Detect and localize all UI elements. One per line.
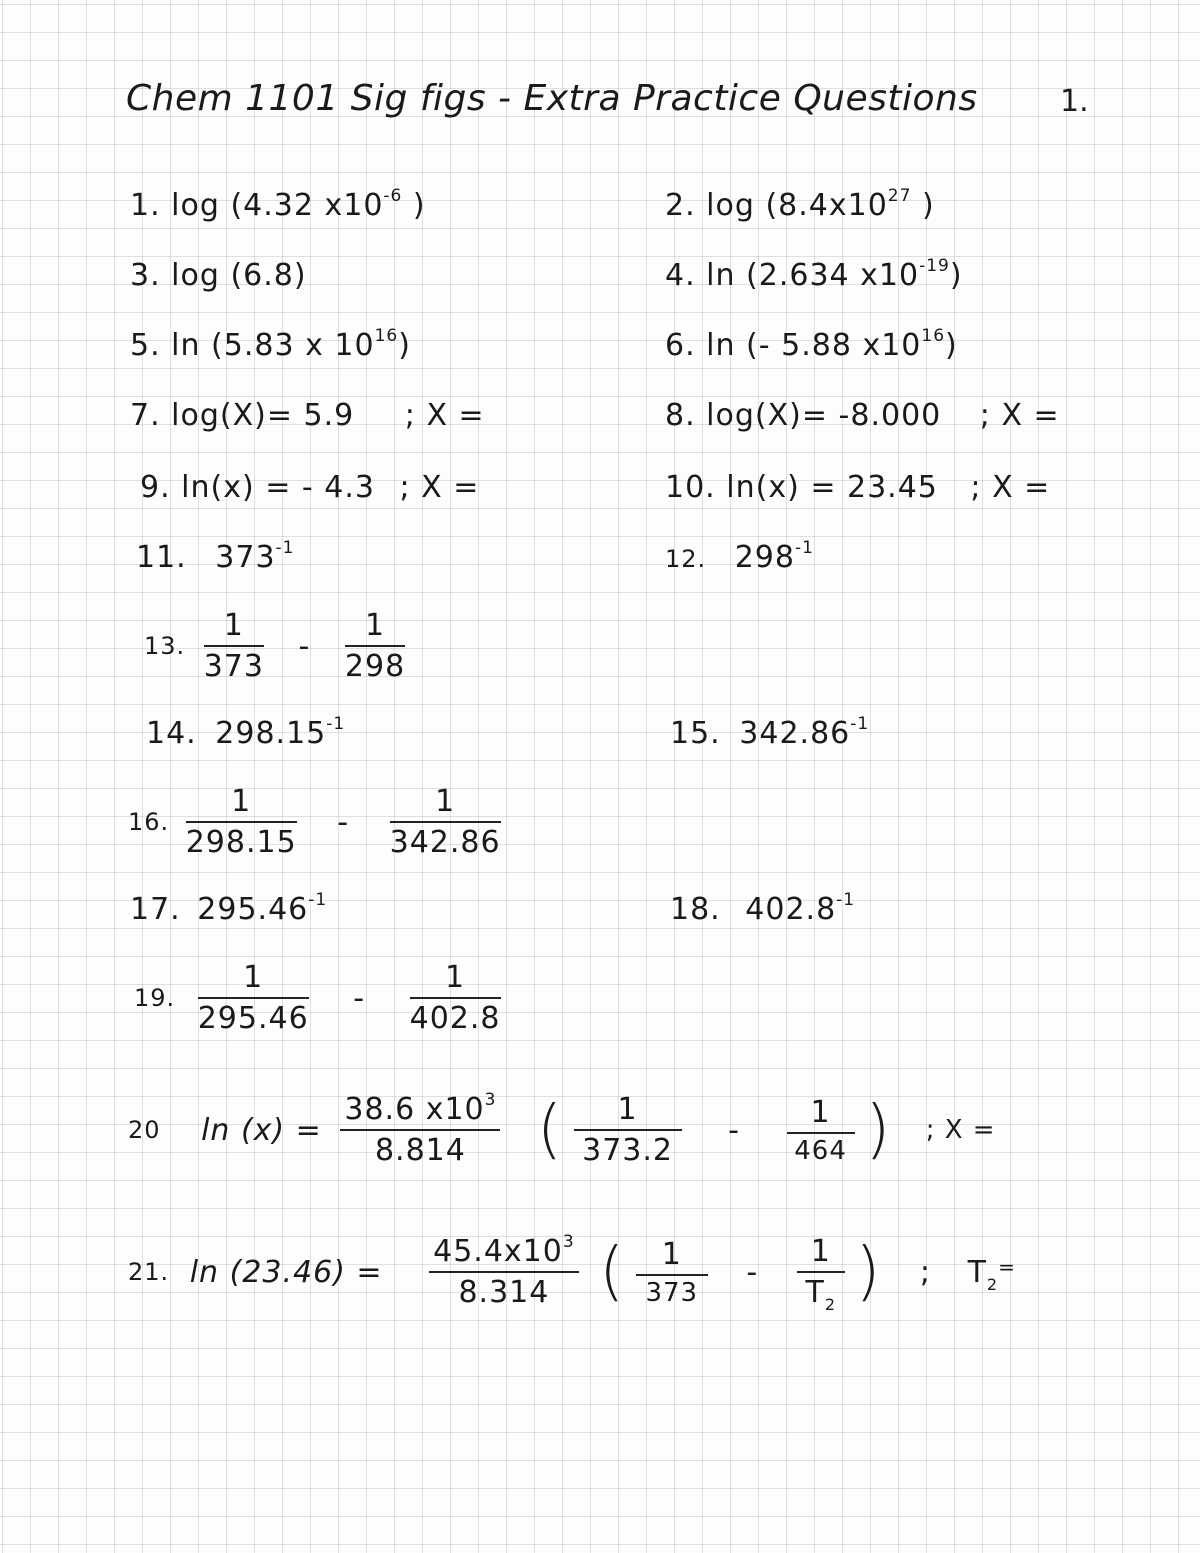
question-expression: log(X)= 5.9: [171, 398, 355, 433]
question-number: 20: [128, 1116, 161, 1144]
numerator: 1: [390, 784, 501, 823]
fraction: [204, 608, 264, 684]
question-number: 4.: [665, 258, 696, 293]
answer-prompt: ; X =: [404, 398, 485, 433]
question-expression: ln (5.83 x 10: [171, 328, 375, 363]
numerator-text: 45.4x10: [433, 1234, 563, 1269]
exponent: 3: [484, 1090, 497, 1110]
fraction: [797, 1234, 845, 1314]
denominator: 373: [645, 1277, 699, 1308]
subscript: 2: [824, 1295, 837, 1314]
question-21: [128, 1232, 1016, 1314]
equals-sign: =: [998, 1254, 1016, 1279]
numerator: 1: [636, 1237, 708, 1276]
answer-prompt: ; X =: [970, 470, 1051, 505]
question-number: 1.: [130, 188, 161, 223]
answer-prompt: ; X =: [925, 1115, 996, 1145]
numerator: [340, 1092, 500, 1131]
question-18: [670, 892, 855, 927]
question-4: [665, 258, 963, 293]
operator: -: [337, 804, 350, 840]
page-title: Chem 1101 Sig figs - Extra Practice Questions: [126, 78, 978, 119]
question-number: 5.: [130, 328, 161, 363]
fraction: [410, 960, 501, 1036]
question-19: [134, 960, 501, 1036]
denominator: 295.46: [197, 1001, 309, 1036]
numerator: [429, 1234, 579, 1273]
answer-prompt: ; X =: [399, 470, 480, 505]
denominator-text: T: [805, 1275, 825, 1310]
question-number: 6.: [665, 328, 696, 363]
question-13: [144, 608, 405, 684]
answer-prompt: ; X =: [979, 398, 1060, 433]
denominator: 464: [794, 1135, 847, 1166]
question-2: [665, 188, 935, 223]
question-16: [128, 784, 501, 860]
fraction: [390, 784, 501, 860]
semicolon: ;: [919, 1254, 932, 1290]
exponent: -1: [836, 890, 856, 910]
denominator: [797, 1273, 845, 1314]
question-number: 2.: [665, 188, 696, 223]
question-expression: ln (- 5.88 x10: [706, 328, 922, 363]
question-expression: ln(x) = - 4.3: [181, 470, 375, 505]
question-15: [670, 716, 869, 751]
question-14: [146, 716, 345, 751]
denominator: 298.15: [185, 825, 297, 860]
question-9: [140, 470, 479, 505]
exponent: 16: [374, 326, 399, 346]
denominator: 373.2: [582, 1133, 674, 1168]
question-number: 19.: [134, 984, 176, 1012]
question-number: 7.: [130, 398, 161, 433]
question-number: 10.: [665, 470, 716, 505]
close-paren: ): [865, 1093, 892, 1167]
equation-lhs: ln (23.46) =: [189, 1254, 383, 1290]
question-number: 8.: [665, 398, 696, 433]
page-number: 1.: [1060, 84, 1089, 119]
numerator: 1: [204, 608, 264, 647]
question-expression: 342.86: [739, 716, 851, 751]
denominator: 342.86: [389, 825, 501, 860]
question-11: [136, 540, 294, 575]
close-paren: ): [949, 258, 963, 293]
exponent: -1: [275, 538, 295, 558]
question-number: 11.: [136, 540, 187, 575]
open-paren: (: [599, 1235, 626, 1309]
question-expression: 295.46: [197, 892, 309, 927]
question-number: 14.: [146, 716, 197, 751]
numerator: 1: [787, 1095, 855, 1134]
question-3: [130, 258, 307, 293]
question-12: [665, 540, 814, 575]
question-expression: ln(x) = 23.45: [726, 470, 938, 505]
question-expression: 402.8: [745, 892, 837, 927]
question-expression: 298: [734, 540, 795, 575]
numerator: 1: [198, 960, 309, 999]
question-expression: log(X)= -8.000: [706, 398, 942, 433]
exponent: 16: [921, 326, 946, 346]
exponent: -1: [308, 890, 328, 910]
constant-fraction: [429, 1234, 579, 1310]
numerator-text: 38.6 x10: [344, 1092, 485, 1127]
denominator: 8.314: [458, 1275, 550, 1310]
operator: -: [298, 628, 311, 664]
question-1: [130, 188, 426, 223]
question-20: [128, 1092, 996, 1168]
question-expression: log (4.32 x10: [171, 188, 384, 223]
close-paren: ): [911, 188, 935, 223]
numerator: 1: [410, 960, 501, 999]
close-paren: ): [855, 1235, 882, 1309]
numerator: 1: [186, 784, 297, 823]
question-expression: ln (2.634 x10: [706, 258, 920, 293]
close-paren: ): [402, 188, 426, 223]
question-number: 13.: [144, 632, 186, 660]
operator: -: [728, 1112, 740, 1148]
denominator: 373: [203, 649, 264, 684]
question-expression: 298.15: [215, 716, 327, 751]
fraction: [345, 608, 405, 684]
fraction: [186, 784, 297, 860]
question-number: 9.: [140, 470, 171, 505]
numerator: 1: [574, 1092, 682, 1131]
operator: -: [746, 1254, 759, 1290]
question-17: [130, 892, 327, 927]
question-expression: 373: [215, 540, 276, 575]
question-number: 16.: [128, 808, 170, 836]
denominator: 298: [344, 649, 406, 684]
close-paren: ): [945, 328, 958, 363]
exponent: 3: [562, 1232, 575, 1252]
question-number: 15.: [670, 716, 721, 751]
question-expression: log (6.8): [171, 258, 307, 293]
question-number: 3.: [130, 258, 161, 293]
question-5: [130, 328, 411, 363]
exponent: -1: [326, 714, 346, 734]
numerator: 1: [345, 608, 405, 647]
fraction: [636, 1237, 708, 1308]
subscript: 2: [986, 1274, 999, 1294]
question-6: [665, 328, 958, 363]
exponent: 27: [887, 186, 912, 206]
question-7: [130, 398, 485, 433]
exponent: -6: [383, 186, 403, 206]
question-number: 21.: [128, 1258, 170, 1286]
operator: -: [353, 980, 366, 1016]
denominator: 8.814: [340, 1129, 500, 1168]
question-number: 18.: [670, 892, 721, 927]
exponent: -1: [794, 538, 814, 558]
constant-fraction: [340, 1092, 500, 1168]
open-paren: (: [537, 1093, 563, 1167]
question-8: [665, 398, 1060, 433]
question-expression: log (8.4x10: [706, 188, 888, 223]
question-10: [665, 470, 1050, 505]
question-number: 12.: [665, 545, 707, 573]
fraction: [787, 1095, 855, 1166]
close-paren: ): [398, 328, 411, 363]
answer-variable: [967, 1254, 1016, 1294]
equation-lhs: ln (x) =: [201, 1112, 322, 1148]
exponent: -1: [850, 714, 870, 734]
fraction: [574, 1092, 682, 1168]
fraction: [198, 960, 309, 1036]
question-number: 17.: [130, 892, 181, 927]
denominator: 402.8: [409, 1001, 501, 1036]
numerator: 1: [797, 1234, 845, 1273]
exponent: -19: [919, 256, 950, 276]
answer-variable-text: T: [967, 1254, 987, 1290]
